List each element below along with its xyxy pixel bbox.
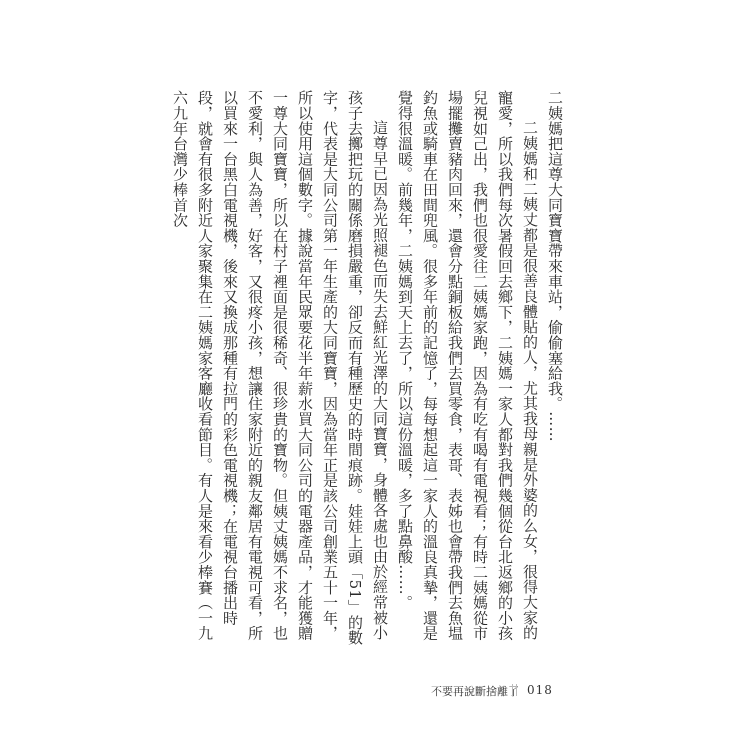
paragraph: 這尊早已因為光照褪色而失去鮮紅光澤的大同寶寶，身體各處也由於經常被小孩子去擲把玩的關係磨損嚴重，卻反而有種歷史的時間痕跡。娃娃上頭「51」的數字，代表是大同公司第一年生產的大同寶寶，因為當年正是該公司創業五十一年，所以使用這個數字。據說當年民眾要花半年薪水買大同公司的電器產品，才能獲贈一尊大同寶寶，所以在村子裡面是很稀奇、很珍貴的寶物。但姨丈姨媽不求名，也不愛利，與人為善，好客，又很疼小孩，想讓住家附近的親友鄰居有電視可看，所以買來一台黑白電視機，後來又換成那種有拉門的彩色電視機；在電視台播出時段，就會有很多附近人家聚集在二姨媽家客廳收看節目。有人是來看少棒賽（一九六九年台灣少棒首次 xyxy=(171,90,389,646)
page-footer xyxy=(0,683,750,699)
page-number: 018 xyxy=(527,683,553,697)
footer-divider xyxy=(512,684,517,696)
paragraph: 二姨媽把這尊大同寶寶帶來車站，偷偷塞給我。…… xyxy=(546,90,564,442)
running-title: 不要再說斷捨離了 xyxy=(431,685,519,698)
paragraph: 二姨媽和二姨丈都是很善良體貼的人，尤其我母親是外婆的么女，很得大家的寵愛，所以我們每次暑假回去鄉下，二姨媽一家人都對我們幾個從台北返鄉的小孩兒視如己出，我們也很愛往二姨媽家跑，因為有吃有喝有電視看；有時二姨媽從市場擺攤賣豬肉回來，還會分點銅板給我們去買零食，表哥、表姊也會帶我們去魚塭釣魚或騎車在田間兜風。很多年前的記憶了，每每想起這一家人的溫良真摯，還是覺得很溫暖。前幾年，二姨媽到天上去了，所以這份溫暖，多了點鼻酸……。 xyxy=(396,90,539,641)
page-body-text xyxy=(167,90,567,646)
